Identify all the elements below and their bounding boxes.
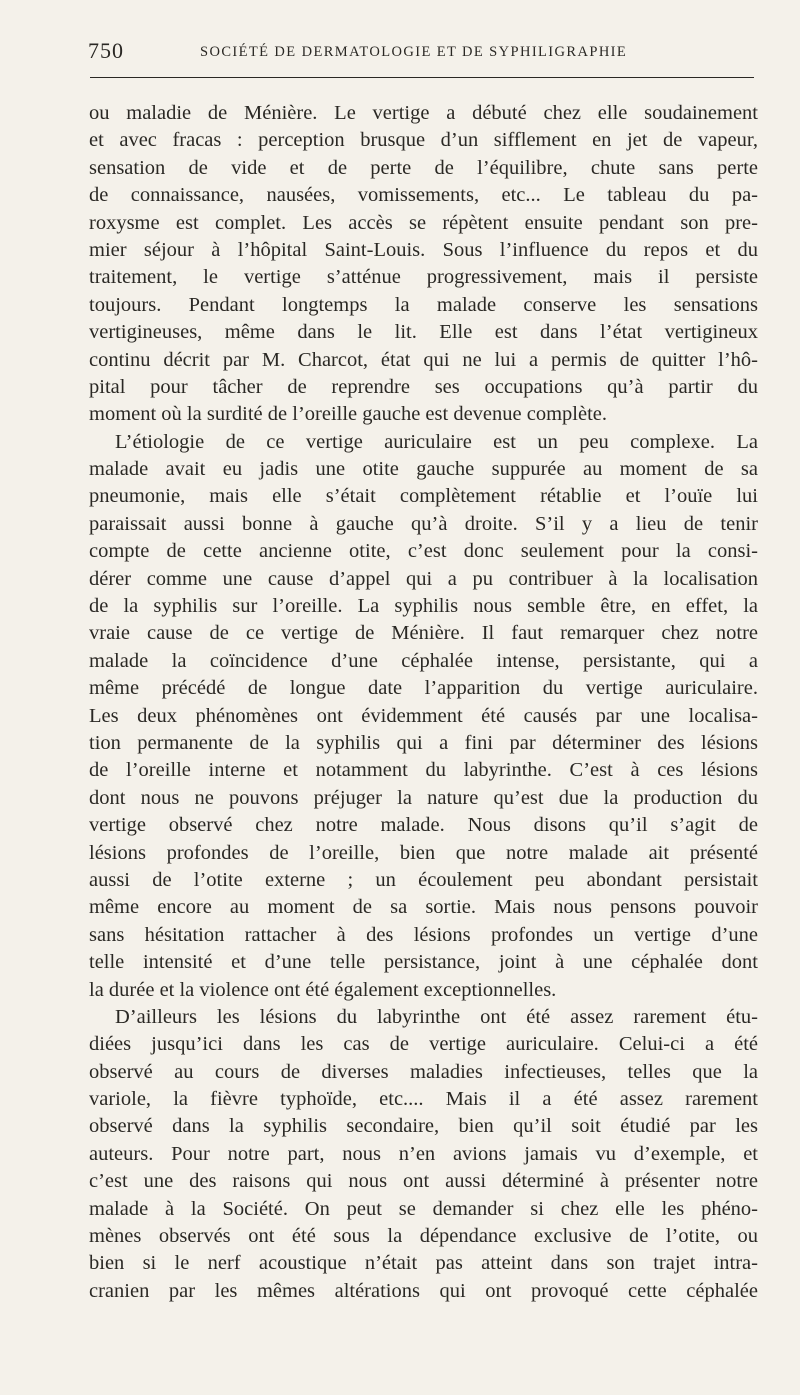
- text-line: observé dans la syphilis secondaire, bien qu’il soit étudié par les: [89, 1115, 758, 1138]
- header-rule: [90, 77, 754, 78]
- text-line: Les deux phénomènes ont évidemment été causés par une localisa-: [89, 704, 758, 727]
- running-title: SOCIÉTÉ DE DERMATOLOGIE ET DE SYPHILIGRAPHIE: [200, 44, 628, 60]
- text-line: vertigineuses, même dans le lit. Elle est dans l’état vertigineux: [89, 321, 758, 344]
- text-line: même précédé de longue date l’apparition du vertige auriculaire.: [89, 677, 758, 700]
- text-line: aussi de l’otite externe ; un écoulement peu abondant persistait: [89, 868, 758, 891]
- text-line: tion permanente de la syphilis qui a fini par déterminer des lésions: [89, 731, 758, 754]
- text-line: dérer comme une cause d’appel qui a pu contribuer à la localisation: [89, 567, 758, 590]
- text-line: de la syphilis sur l’oreille. La syphilis nous semble être, en effet, la: [89, 595, 758, 618]
- page-header: [88, 38, 756, 68]
- text-line: variole, la fièvre typhoïde, etc.... Mais il a été assez rarement: [89, 1088, 758, 1111]
- paragraph-3: [89, 1004, 758, 1305]
- text-line: roxysme est complet. Les accès se répètent ensuite pendant son pre-: [89, 211, 758, 234]
- text-line: lésions profondes de l’oreille, bien que notre malade ait présenté: [89, 841, 758, 864]
- text-line: dont nous ne pouvons préjuger la nature qu’est due la production du: [89, 786, 758, 809]
- page-number: 750: [88, 38, 124, 63]
- text-line: ou maladie de Ménière. Le vertige a débuté chez elle soudainement: [89, 102, 758, 124]
- text-line: mènes observés ont été sous la dépendance exclusive de l’otite, ou: [89, 1225, 758, 1248]
- text-line: vertige observé chez notre malade. Nous disons qu’il s’agit de: [89, 814, 758, 837]
- text-line: malade avait eu jadis une otite gauche suppurée au moment de sa: [89, 458, 758, 481]
- text-line: malade la coïncidence d’une céphalée intense, persistante, qui a: [89, 649, 758, 672]
- text-line: bien si le nerf acoustique n’était pas atteint dans son trajet intra-: [89, 1252, 758, 1275]
- text-line: paraissait aussi bonne à gauche qu’à droite. S’il y a lieu de tenir: [89, 512, 758, 535]
- text-line: observé au cours de diverses maladies infectieuses, telles que la: [89, 1060, 758, 1083]
- text-line: sans hésitation rattacher à des lésions profondes un vertige d’une: [89, 923, 758, 946]
- text-line: diées jusqu’ici dans les cas de vertige auriculaire. Celui-ci a été: [89, 1033, 758, 1056]
- text-line: c’est une des raisons qui nous ont aussi déterminé à présenter notre: [89, 1170, 758, 1193]
- text-line: compte de cette ancienne otite, c’est donc seulement pour la consi-: [89, 540, 758, 563]
- text-line: toujours. Pendant longtemps la malade conserve les sensations: [89, 293, 758, 316]
- text-line: traitement, le vertige s’atténue progressivement, mais il persiste: [89, 266, 758, 289]
- text-line: malade à la Société. On peut se demander si chez elle les phéno-: [89, 1197, 758, 1220]
- text-line: pneumonie, mais elle s’était complètement rétablie et l’ouïe lui: [89, 485, 758, 508]
- text-line: L’étiologie de ce vertige auriculaire est un peu complexe. La: [115, 430, 758, 453]
- text-line: et avec fracas : perception brusque d’un sifflement en jet de vapeur,: [89, 129, 758, 152]
- text-line: telle intensité et d’une telle persistance, joint à une céphalée dont: [89, 951, 758, 974]
- text-line: D’ailleurs les lésions du labyrinthe ont été assez rarement étu-: [115, 1005, 758, 1028]
- body-text: [89, 100, 758, 1305]
- text-line: sensation de vide et de perte de l’équilibre, chute sans perte: [89, 156, 758, 179]
- text-line: mier séjour à l’hôpital Saint-Louis. Sous l’influence du repos et du: [89, 238, 758, 261]
- text-line: cranien par les mêmes altérations qui ont provoqué cette céphalée: [89, 1279, 758, 1302]
- text-line: la durée et la violence ont été également exceptionnelles.: [89, 978, 557, 1001]
- text-line: de l’oreille interne et notamment du labyrinthe. C’est à ces lésions: [89, 759, 758, 782]
- text-line: même encore au moment de sa sortie. Mais nous pensons pouvoir: [89, 896, 758, 919]
- text-line: auteurs. Pour notre part, nous n’en avions jamais vu d’exemple, et: [89, 1142, 758, 1165]
- text-line: de connaissance, nausées, vomissements, etc... Le tableau du pa-: [89, 184, 758, 207]
- text-line: pital pour tâcher de reprendre ses occupations qu’à partir du: [89, 375, 758, 398]
- text-line: moment où la surdité de l’oreille gauche est devenue complète.: [89, 403, 608, 426]
- text-line: continu décrit par M. Charcot, état qui ne lui a permis de quitter l’hô-: [89, 348, 758, 371]
- paragraph-1: [89, 100, 758, 429]
- paragraph-2: [89, 429, 758, 1004]
- text-line: vraie cause de ce vertige de Ménière. Il faut remarquer chez notre: [89, 622, 758, 645]
